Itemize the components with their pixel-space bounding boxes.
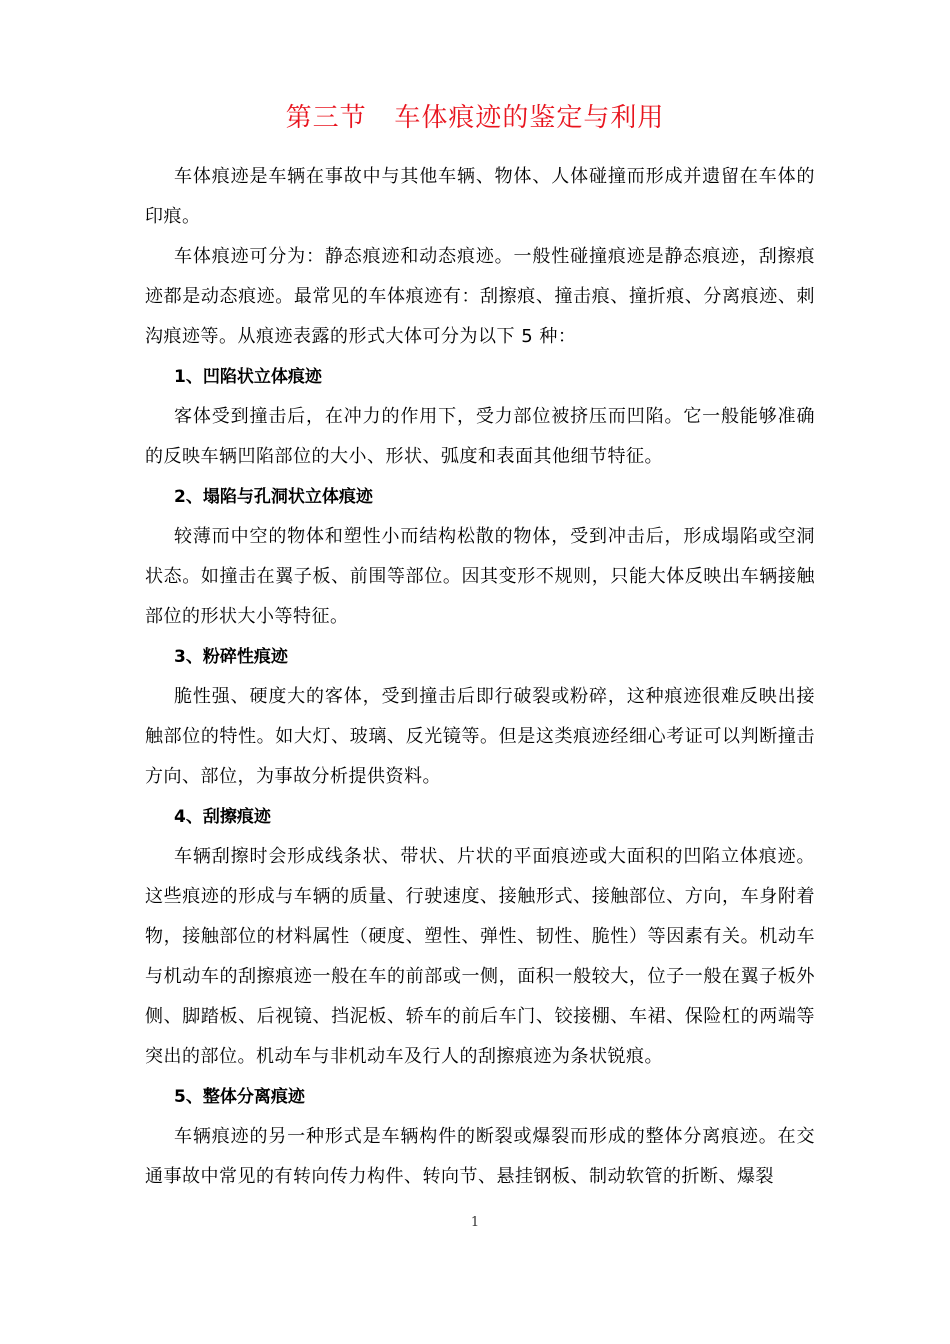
page-title: 第三节 车体痕迹的鉴定与利用 — [285, 103, 665, 133]
section-heading-5: 5、整体分离痕迹 — [174, 1087, 305, 1107]
section-text-2: 较薄而中空的物体和塑性小而结构松散的物体，受到冲击后，形成塌陷或空洞状态。如撞击在翼子板、前围等部位。因其变形不规则，只能大体反映出车辆接触部位的形状大小等特征。 — [145, 526, 815, 627]
section-heading-1: 1、凹陷状立体痕迹 — [174, 367, 322, 387]
section-heading-4: 4、刮擦痕迹 — [174, 807, 271, 827]
intro-paragraph-1: 车体痕迹是车辆在事故中与其他车辆、物体、人体碰撞而形成并遗留在车体的印痕。 — [145, 166, 815, 227]
section-text-5: 车辆痕迹的另一种形式是车辆构件的断裂或爆裂而形成的整体分离痕迹。在交通事故中常见的有转向传力构件、转向节、悬挂钢板、制动软管的折断、爆裂 — [145, 1126, 815, 1187]
section-heading-3: 3、粉碎性痕迹 — [174, 647, 288, 667]
section-text-1: 客体受到撞击后，在冲力的作用下，受力部位被挤压而凹陷。它一般能够准确的反映车辆凹陷部位的大小、形状、弧度和表面其他细节特征。 — [145, 406, 815, 467]
section-text-3: 脆性强、硬度大的客体，受到撞击后即行破裂或粉碎，这种痕迹很难反映出接触部位的特性。如大灯、玻璃、反光镜等。但是这类痕迹经细心考证可以判断撞击方向、部位，为事故分析提供资料。 — [145, 686, 815, 787]
section-heading-2: 2、塌陷与孔洞状立体痕迹 — [174, 487, 373, 507]
intro-paragraph-2: 车体痕迹可分为：静态痕迹和动态痕迹。一般性碰撞痕迹是静态痕迹，刮擦痕迹都是动态痕迹。最常见的车体痕迹有：刮擦痕、撞击痕、撞折痕、分离痕迹、刺沟痕迹等。从痕迹表露的形式大体可分为以下 5 种： — [145, 246, 815, 347]
section-text-4: 车辆刮擦时会形成线条状、带状、片状的平面痕迹或大面积的凹陷立体痕迹。这些痕迹的形成与车辆的质量、行驶速度、接触形式、接触部位、方向，车身附着物，接触部位的材料属性（硬度、塑性、弹性、韧性、脆性）等因素有关。机动车与机动车的刮擦痕迹一般在车的前部或一侧，面积一般较大，位子一般在翼子板外侧、脚踏板、后视镜、挡泥板、轿车的前后车门、铰接棚、车裙、保险杠的两端等突出的部位。机动车与非机动车及行人的刮擦痕迹为条状锐痕。 — [145, 846, 815, 1067]
document-body — [145, 157, 815, 1197]
page-number: 1 — [470, 1215, 480, 1230]
